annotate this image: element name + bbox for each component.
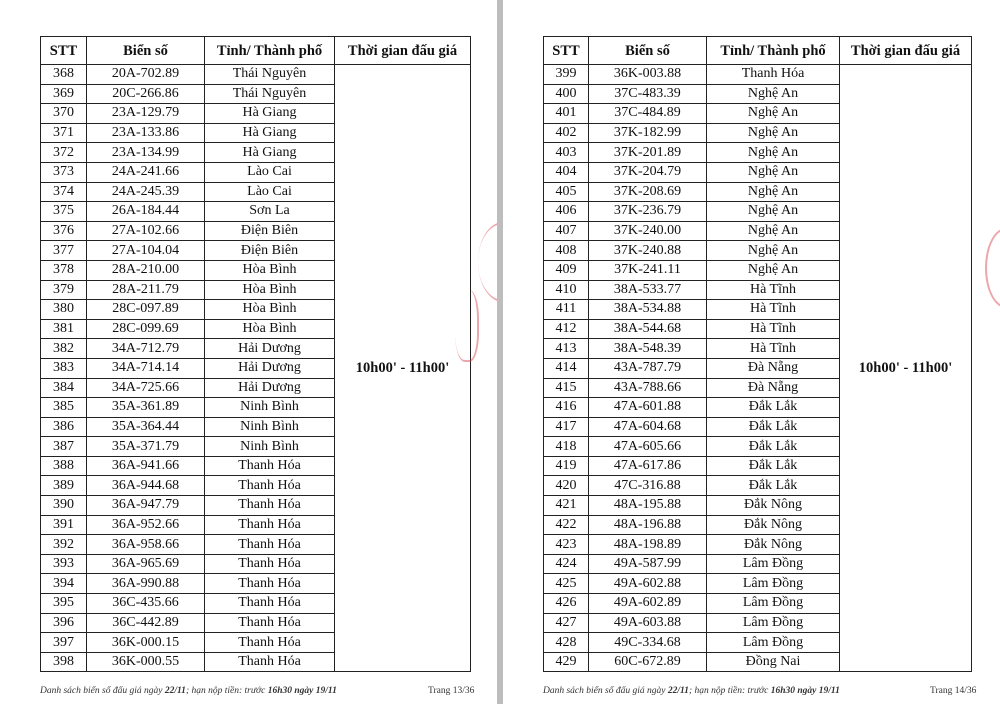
cell-plate: 36A-947.79 (87, 496, 205, 516)
cell-province: Nghệ An (707, 182, 840, 202)
cell-province: Hải Dương (205, 378, 335, 398)
footer-deadline: 16h30 ngày 19/11 (770, 686, 840, 696)
cell-stt: 384 (41, 378, 87, 398)
cell-province: Thanh Hóa (205, 456, 335, 476)
cell-stt: 393 (41, 554, 87, 574)
cell-stt: 415 (544, 378, 589, 398)
cell-stt: 370 (41, 104, 87, 124)
cell-plate: 28A-210.00 (87, 260, 205, 280)
cell-plate: 23A-134.99 (87, 143, 205, 163)
table-body (41, 65, 471, 672)
cell-province: Thanh Hóa (205, 535, 335, 555)
cell-plate: 38A-534.88 (589, 300, 707, 320)
cell-province: Lâm Đồng (707, 554, 840, 574)
cell-plate: 60C-672.89 (589, 652, 707, 672)
cell-province: Nghệ An (707, 143, 840, 163)
cell-plate: 36A-965.69 (87, 554, 205, 574)
cell-plate: 35A-371.79 (87, 437, 205, 457)
cell-province: Nghệ An (707, 241, 840, 261)
cell-stt: 381 (41, 319, 87, 339)
cell-plate: 36A-990.88 (87, 574, 205, 594)
cell-province: Đắk Lắk (707, 398, 840, 418)
cell-plate: 36C-442.89 (87, 613, 205, 633)
cell-plate: 34A-725.66 (87, 378, 205, 398)
cell-stt: 371 (41, 123, 87, 143)
cell-stt: 389 (41, 476, 87, 496)
cell-stt: 407 (544, 221, 589, 241)
cell-plate: 34A-714.14 (87, 358, 205, 378)
cell-stt: 388 (41, 456, 87, 476)
cell-stt: 404 (544, 162, 589, 182)
cell-plate: 26A-184.44 (87, 202, 205, 222)
cell-stt: 406 (544, 202, 589, 222)
cell-stt: 429 (544, 652, 589, 672)
cell-province: Thanh Hóa (205, 633, 335, 653)
footer-date: 22/11 (667, 686, 689, 696)
footer-date: 22/11 (164, 686, 186, 696)
table-header-row (41, 37, 471, 65)
cell-stt: 412 (544, 319, 589, 339)
cell-stt: 422 (544, 515, 589, 535)
cell-stt: 382 (41, 339, 87, 359)
cell-stt: 383 (41, 358, 87, 378)
cell-plate: 47A-617.86 (589, 456, 707, 476)
cell-stt: 387 (41, 437, 87, 457)
cell-province: Thanh Hóa (707, 65, 840, 85)
cell-province: Điện Biên (205, 221, 335, 241)
cell-province: Thanh Hóa (205, 574, 335, 594)
cell-plate: 36A-941.66 (87, 456, 205, 476)
cell-plate: 47A-604.68 (589, 417, 707, 437)
cell-stt: 423 (544, 535, 589, 555)
cell-province: Thanh Hóa (205, 613, 335, 633)
cell-stt: 421 (544, 496, 589, 516)
cell-stt: 369 (41, 84, 87, 104)
cell-plate: 38A-533.77 (589, 280, 707, 300)
cell-stt: 392 (41, 535, 87, 555)
cell-plate: 35A-364.44 (87, 417, 205, 437)
header-province: Tỉnh/ Thành phố (205, 37, 335, 65)
cell-stt: 396 (41, 613, 87, 633)
cell-stt: 426 (544, 594, 589, 614)
cell-stt: 372 (41, 143, 87, 163)
cell-plate: 35A-361.89 (87, 398, 205, 418)
header-plate: Biển số (589, 37, 707, 65)
cell-plate: 49A-602.89 (589, 594, 707, 614)
cell-stt: 376 (41, 221, 87, 241)
cell-plate: 28C-099.69 (87, 319, 205, 339)
cell-province: Đắk Nông (707, 515, 840, 535)
cell-plate: 49A-587.99 (589, 554, 707, 574)
cell-plate: 47C-316.88 (589, 476, 707, 496)
page-footer (40, 686, 337, 696)
header-province: Tỉnh/ Thành phố (707, 37, 840, 65)
cell-province: Nghệ An (707, 202, 840, 222)
cell-plate: 20A-702.89 (87, 65, 205, 85)
cell-stt: 420 (544, 476, 589, 496)
cell-province: Đắk Lắk (707, 437, 840, 457)
cell-plate: 48A-195.88 (589, 496, 707, 516)
cell-plate: 43A-787.79 (589, 358, 707, 378)
header-plate: Biển số (87, 37, 205, 65)
cell-province: Hòa Bình (205, 319, 335, 339)
footer-prefix: Danh sách biển số đấu giá ngày (40, 686, 165, 696)
cell-stt: 385 (41, 398, 87, 418)
cell-plate: 37K-182.99 (589, 123, 707, 143)
cell-plate: 36A-958.66 (87, 535, 205, 555)
cell-stt: 413 (544, 339, 589, 359)
cell-stt: 380 (41, 300, 87, 320)
cell-plate: 48A-198.89 (589, 535, 707, 555)
cell-plate: 43A-788.66 (589, 378, 707, 398)
cell-stt: 401 (544, 104, 589, 124)
cell-province: Đắk Lắk (707, 456, 840, 476)
table-row (544, 65, 972, 85)
cell-stt: 390 (41, 496, 87, 516)
cell-plate: 37K-240.88 (589, 241, 707, 261)
cell-plate: 38A-544.68 (589, 319, 707, 339)
cell-province: Đà Nẵng (707, 378, 840, 398)
cell-plate: 28A-211.79 (87, 280, 205, 300)
cell-stt: 408 (544, 241, 589, 261)
page-number: Trang 13/36 (428, 686, 475, 696)
cell-stt: 395 (41, 594, 87, 614)
cell-province: Hòa Bình (205, 300, 335, 320)
cell-stt: 402 (544, 123, 589, 143)
cell-stt: 374 (41, 182, 87, 202)
cell-plate: 36C-435.66 (87, 594, 205, 614)
cell-stt: 394 (41, 574, 87, 594)
cell-plate: 49C-334.68 (589, 633, 707, 653)
cell-province: Lâm Đồng (707, 594, 840, 614)
cell-stt: 417 (544, 417, 589, 437)
cell-plate: 37C-484.89 (589, 104, 707, 124)
cell-province: Đắk Lắk (707, 476, 840, 496)
page-footer (543, 686, 840, 696)
cell-plate: 37K-208.69 (589, 182, 707, 202)
cell-province: Hà Giang (205, 143, 335, 163)
cell-plate: 37K-240.00 (589, 221, 707, 241)
cell-stt: 399 (544, 65, 589, 85)
cell-province: Đắk Nông (707, 535, 840, 555)
footer-deadline: 16h30 ngày 19/11 (267, 686, 337, 696)
cell-stt: 375 (41, 202, 87, 222)
plate-table-left (40, 36, 471, 672)
page-number: Trang 14/36 (930, 686, 977, 696)
header-stt: STT (544, 37, 589, 65)
cell-stt: 400 (544, 84, 589, 104)
page-right (503, 0, 1000, 704)
cell-province: Thanh Hóa (205, 652, 335, 672)
header-stt: STT (41, 37, 87, 65)
cell-stt: 416 (544, 398, 589, 418)
cell-province: Thanh Hóa (205, 594, 335, 614)
cell-province: Hà Tĩnh (707, 300, 840, 320)
cell-stt: 368 (41, 65, 87, 85)
cell-plate: 48A-196.88 (589, 515, 707, 535)
cell-stt: 409 (544, 260, 589, 280)
page-left (0, 0, 497, 704)
cell-stt: 397 (41, 633, 87, 653)
cell-province: Hải Dương (205, 358, 335, 378)
cell-stt: 378 (41, 260, 87, 280)
table-body (544, 65, 972, 672)
cell-province: Hòa Bình (205, 280, 335, 300)
cell-plate: 49A-602.88 (589, 574, 707, 594)
cell-stt: 411 (544, 300, 589, 320)
cell-province: Hà Tĩnh (707, 339, 840, 359)
cell-plate: 27A-102.66 (87, 221, 205, 241)
cell-province: Ninh Bình (205, 417, 335, 437)
red-signature-mark (455, 290, 479, 362)
cell-plate: 36K-003.88 (589, 65, 707, 85)
cell-province: Đắk Lắk (707, 417, 840, 437)
cell-stt: 398 (41, 652, 87, 672)
cell-province: Hà Tĩnh (707, 319, 840, 339)
cell-stt: 391 (41, 515, 87, 535)
cell-stt: 373 (41, 162, 87, 182)
cell-plate: 24A-241.66 (87, 162, 205, 182)
cell-province: Nghệ An (707, 162, 840, 182)
cell-province: Thanh Hóa (205, 515, 335, 535)
cell-province: Lâm Đồng (707, 633, 840, 653)
cell-province: Nghệ An (707, 221, 840, 241)
cell-plate: 20C-266.86 (87, 84, 205, 104)
cell-province: Ninh Bình (205, 398, 335, 418)
cell-province: Sơn La (205, 202, 335, 222)
cell-province: Điện Biên (205, 241, 335, 261)
cell-auction-time: 10h00' - 11h00' (840, 65, 972, 672)
cell-province: Lào Cai (205, 182, 335, 202)
cell-plate: 37K-201.89 (589, 143, 707, 163)
footer-middle: ; hạn nộp tiền: trước (688, 686, 771, 696)
cell-plate: 37C-483.39 (589, 84, 707, 104)
cell-plate: 34A-712.79 (87, 339, 205, 359)
cell-plate: 37K-236.79 (589, 202, 707, 222)
cell-province: Nghệ An (707, 84, 840, 104)
cell-stt: 428 (544, 633, 589, 653)
cell-plate: 37K-204.79 (589, 162, 707, 182)
cell-province: Thái Nguyên (205, 84, 335, 104)
cell-province: Hà Giang (205, 104, 335, 124)
cell-stt: 377 (41, 241, 87, 261)
cell-stt: 419 (544, 456, 589, 476)
cell-plate: 36K-000.55 (87, 652, 205, 672)
cell-province: Thanh Hóa (205, 554, 335, 574)
cell-auction-time: 10h00' - 11h00' (335, 65, 471, 672)
cell-province: Hòa Bình (205, 260, 335, 280)
cell-province: Nghệ An (707, 260, 840, 280)
header-auction-time: Thời gian đấu giá (335, 37, 471, 65)
cell-stt: 386 (41, 417, 87, 437)
cell-stt: 427 (544, 613, 589, 633)
cell-plate: 47A-601.88 (589, 398, 707, 418)
table-row (41, 65, 471, 85)
cell-plate: 23A-133.86 (87, 123, 205, 143)
cell-province: Đắk Nông (707, 496, 840, 516)
footer-prefix: Danh sách biển số đấu giá ngày (543, 686, 668, 696)
cell-plate: 27A-104.04 (87, 241, 205, 261)
cell-province: Lào Cai (205, 162, 335, 182)
cell-plate: 36A-944.68 (87, 476, 205, 496)
cell-plate: 24A-245.39 (87, 182, 205, 202)
cell-province: Thái Nguyên (205, 65, 335, 85)
cell-province: Nghệ An (707, 123, 840, 143)
cell-province: Lâm Đồng (707, 613, 840, 633)
cell-stt: 425 (544, 574, 589, 594)
cell-plate: 37K-241.11 (589, 260, 707, 280)
plate-table-right (543, 36, 972, 672)
cell-plate: 28C-097.89 (87, 300, 205, 320)
cell-province: Lâm Đồng (707, 574, 840, 594)
cell-province: Hà Giang (205, 123, 335, 143)
cell-province: Thanh Hóa (205, 476, 335, 496)
cell-province: Thanh Hóa (205, 496, 335, 516)
cell-plate: 38A-548.39 (589, 339, 707, 359)
cell-stt: 414 (544, 358, 589, 378)
cell-stt: 424 (544, 554, 589, 574)
red-stamp-mark (985, 228, 1000, 308)
cell-plate: 36A-952.66 (87, 515, 205, 535)
cell-province: Hà Tĩnh (707, 280, 840, 300)
cell-stt: 418 (544, 437, 589, 457)
cell-province: Đà Nẵng (707, 358, 840, 378)
cell-stt: 405 (544, 182, 589, 202)
cell-province: Nghệ An (707, 104, 840, 124)
cell-stt: 403 (544, 143, 589, 163)
cell-stt: 379 (41, 280, 87, 300)
cell-province: Đồng Nai (707, 652, 840, 672)
cell-plate: 23A-129.79 (87, 104, 205, 124)
table-header-row (544, 37, 972, 65)
footer-middle: ; hạn nộp tiền: trước (185, 686, 268, 696)
cell-plate: 49A-603.88 (589, 613, 707, 633)
cell-province: Ninh Bình (205, 437, 335, 457)
header-auction-time: Thời gian đấu giá (840, 37, 972, 65)
cell-plate: 36K-000.15 (87, 633, 205, 653)
cell-stt: 410 (544, 280, 589, 300)
cell-province: Hải Dương (205, 339, 335, 359)
cell-plate: 47A-605.66 (589, 437, 707, 457)
